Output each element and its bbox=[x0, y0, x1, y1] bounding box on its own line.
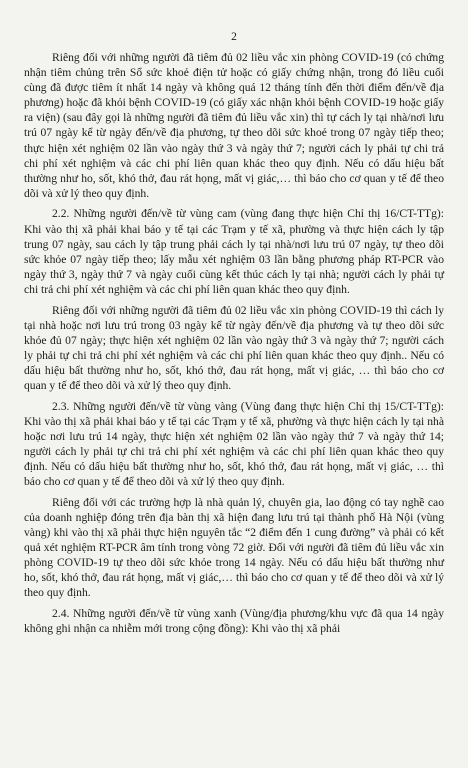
paragraph-experts-hanoi: Riêng đối với các trường hợp là nhà quản lý, chuyên gia, lao động có tay nghề cao của doanh nghiệp đóng trên địa bàn thị xã hiện đang lưu trú tại thành phố Hà Nội (vùng vàng) khi vào thị xã phải thực hiện nguyên tắc “2 điểm đến 1 cung đường” và phải có kết quả xét nghiệm RT-PCR âm tính trong vòng 72 giờ. Đối với người đã tiêm đủ liều vắc xin phòng COVID-19 tự theo dõi sức khỏe trong 14 ngày. Nếu có dấu hiệu bất thường như ho, sốt, khó thở, đau rát họng, mất vị giác,… thì báo cho cơ quan y tế để theo dõi và xử lý theo quy định. bbox=[24, 495, 444, 600]
paragraph-vaccinated-orange-zone: Riêng đối với những người đã tiêm đủ 02 liều vắc xin phòng COVID-19 thì cách ly tại nhà hoặc nơi lưu trú trong 03 ngày kể từ ngày đến/về địa phương và tự theo dõi sức khỏe đủ 07 ngày; thực hiện xét nghiệm 02 lần vào ngày thứ 3 và ngày thứ 7; người cách ly phải tự chi trả chi phí xét nghiệm và các chi phí liên quan khác theo quy định.. Nếu có dấu hiệu bất thường như ho, sốt, khó thở, đau rát họng, mất vị giác, … thì báo cho cơ quan y tế để theo dõi và xử lý theo quy định. bbox=[24, 303, 444, 392]
paragraph-green-zone: 2.4. Những người đến/về từ vùng xanh (Vùng/địa phương/khu vực đã qua 14 ngày không ghi nhận ca nhiễm mới trong cộng đồng): Khi vào thị xã phải bbox=[24, 606, 444, 635]
paragraph-orange-zone: 2.2. Những người đến/về từ vùng cam (vùng đang thực hiện Chỉ thị 16/CT-TTg): Khi vào thị xã phải khai báo y tế tại các Trạm y tế xã, phường và thực hiện cách ly tập trung 07 ngày, sau cách ly tập trung phải cách ly tại nhà/nơi lưu trú 07 ngày, tự theo dõi sức khỏe 07 ngày tiếp theo; lấy mẫu xét nghiệm 03 lần bằng phương pháp RT-PCR vào ngày thứ 3, ngày thứ 7 và ngày cuối cùng kết thúc cách ly tại nhà; người cách ly phải tự chi trả chi phí xét nghiệm và các chi phí liên quan khác theo quy định. bbox=[24, 207, 444, 296]
paragraph-yellow-zone: 2.3. Những người đến/về từ vùng vàng (Vùng đang thực hiện Chỉ thị 15/CT-TTg): Khi vào thị xã phải khai báo y tế tại các Trạm y tế xã, phường và thực hiện cách ly tại nhà hoặc nơi lưu trú 14 ngày, thực hiện xét nghiệm 02 lần vào ngày thứ 7 và ngày thứ 14; người cách ly phải tự chi trả chi phí xét nghiệm và các chi phí liên quan khác theo quy định. Nếu có dấu hiệu bất thường như ho, sốt, khó thở, đau rát họng, mất vị giác, … thì báo cho cơ quan y tế để theo dõi và xử lý theo quy định. bbox=[24, 399, 444, 489]
paragraph-vaccinated-red-zone: Riêng đối với những người đã tiêm đủ 02 liều vắc xin phòng COVID-19 (có chứng nhận tiêm chủng trên Sổ sức khoẻ điện tử hoặc có giấy chứng nhận, trong đó liều cuối cùng đã được tiêm ít nhất 14 ngày và không quá 12 tháng tính đến thời điểm đến/về địa phương) hoặc đã khỏi bệnh COVID-19 (có giấy xác nhận khỏi bệnh COVID-19 hoặc giấy ra viện) (sau đây gọi là những người đã tiêm đủ liều vắc xin) thì tự cách ly tại nhà/nơi lưu trú 07 ngày kể từ ngày đến/về địa phương, tự theo dõi sức khoẻ trong 07 ngày tiếp theo; thực hiện xét nghiệm 02 lần vào ngày thứ 3 và ngày thứ 7; người cách ly phải tự chi trả chi phí xét nghiệm và các chi phí liên quan khác theo quy định. Nếu có dấu hiệu bất thường như ho, sốt, khó thở, đau rát họng, mất vị giác,… thì báo cho cơ quan y tế để theo dõi và xử lý theo quy định. bbox=[24, 51, 444, 200]
page-number: 2 bbox=[231, 31, 237, 43]
